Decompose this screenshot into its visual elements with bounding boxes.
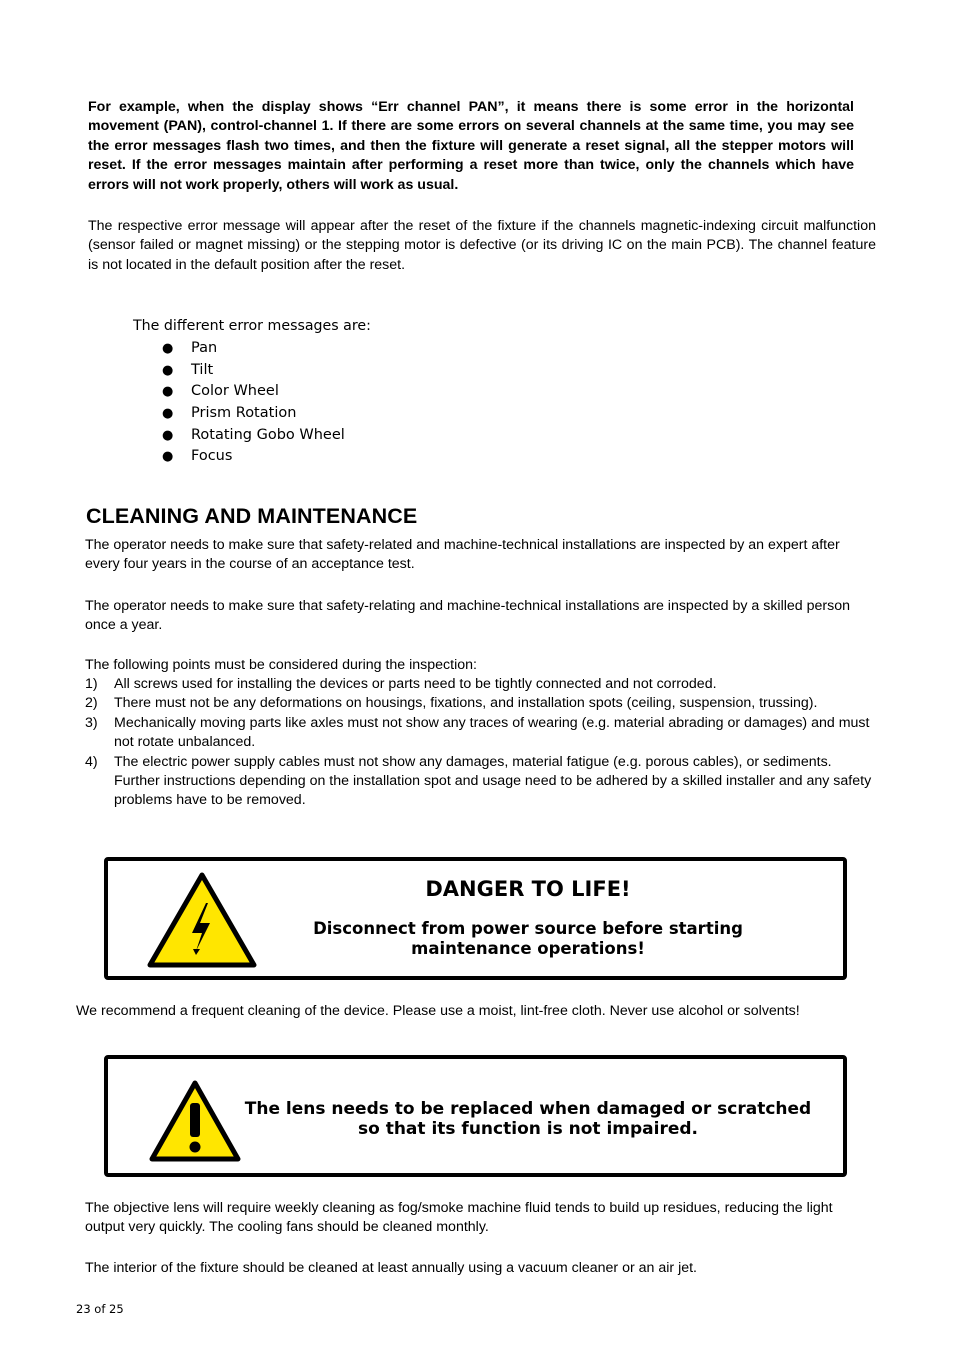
error-message-list <box>160 338 345 468</box>
list-item: 3) Mechanically moving parts like axles must not show any traces of wearing (e.g. material abrading or damages) and must not rotate unbalanced. <box>85 714 870 751</box>
list-item: ● Focus <box>160 446 345 468</box>
danger-warning-box <box>104 857 847 980</box>
lens-cleaning-paragraph: The objective lens will require weekly cleaning as fog/smoke machine fluid tends to build up residues, reducing the light output very quickly. The cooling fans should be cleaned monthly. <box>85 1200 833 1236</box>
error-list-lead: The different error messages are: <box>133 318 371 334</box>
list-item: 2) There must not be any deformations on housings, fixations, and installation spots (ceiling, suspension, trussing). <box>85 695 818 712</box>
bullet-icon: ● <box>162 406 174 422</box>
section-heading: CLEANING AND MAINTENANCE <box>86 504 418 528</box>
inspection-expert-paragraph: The operator needs to make sure that safety-related and machine-technical installations are inspected by an expert after every four years in the course of an acceptance test. <box>85 537 840 573</box>
danger-title: DANGER TO LIFE! <box>425 877 631 901</box>
list-item: ● Rotating Gobo Wheel <box>160 425 345 447</box>
bullet-icon: ● <box>162 362 174 378</box>
inspection-points-lead: The following points must be considered during the inspection: <box>85 657 477 673</box>
error-explanation-paragraph: The respective error message will appear after the reset of the fixture if the channels magnetic-indexing circuit malfunction (sensor failed or magnet missing) or the stepping motor is defective (or its driving IC on the main PCB). The channel feature is not located in the default position after the reset. <box>88 218 876 273</box>
inspection-points-list <box>85 675 875 811</box>
page-number: 23 of 25 <box>76 1302 124 1316</box>
list-item: 4) The electric power supply cables must not show any damages, material fatigue (e.g. porous cables), or sediments. Further instructions depending on the installation spot and usage need to be adhered by a skilled installer and any safety problems have to be removed. <box>85 753 872 809</box>
list-item: ● Color Wheel <box>160 381 345 403</box>
list-item: ● Prism Rotation <box>160 403 345 425</box>
list-item: 1) All screws used for installing the devices or parts need to be tightly connected and not corroded. <box>85 676 717 692</box>
bullet-icon: ● <box>162 449 174 465</box>
inspection-yearly-paragraph: The operator needs to make sure that safety-relating and machine-technical installations are inspected by a skilled person once a year. <box>85 598 850 634</box>
exclamation-warning-icon <box>148 1079 242 1163</box>
list-item: ● Pan <box>160 338 345 360</box>
cleaning-recommendation: We recommend a frequent cleaning of the device. Please use a moist, lint-free cloth. Never use alcohol or solvents! <box>76 1003 800 1019</box>
bullet-icon: ● <box>162 341 174 356</box>
bullet-icon: ● <box>162 384 174 400</box>
high-voltage-warning-icon <box>146 871 258 969</box>
lens-warning-message: The lens needs to be replaced when damaged or scratched so that its function is not impaired. <box>244 1099 812 1139</box>
list-item: ● Tilt <box>160 360 345 382</box>
error-example-paragraph: For example, when the display shows “Err channel PAN”, it means there is some error in the horizontal movement (PAN), control-channel 1. If there are some errors on several channels at the same time, you may see the error messages flash two times, and then the fixture will generate a reset signal, all the stepper motors will reset. If the error messages maintain after performing a reset more than twice, only the channels which have errors will not work properly, others will work as usual. <box>88 99 854 193</box>
lens-warning-box <box>104 1055 847 1177</box>
bullet-icon: ● <box>162 427 174 443</box>
danger-message: Disconnect from power source before starting maintenance operations! <box>313 919 743 958</box>
interior-cleaning-paragraph: The interior of the fixture should be cleaned at least annually using a vacuum cleaner or an air jet. <box>85 1260 697 1276</box>
